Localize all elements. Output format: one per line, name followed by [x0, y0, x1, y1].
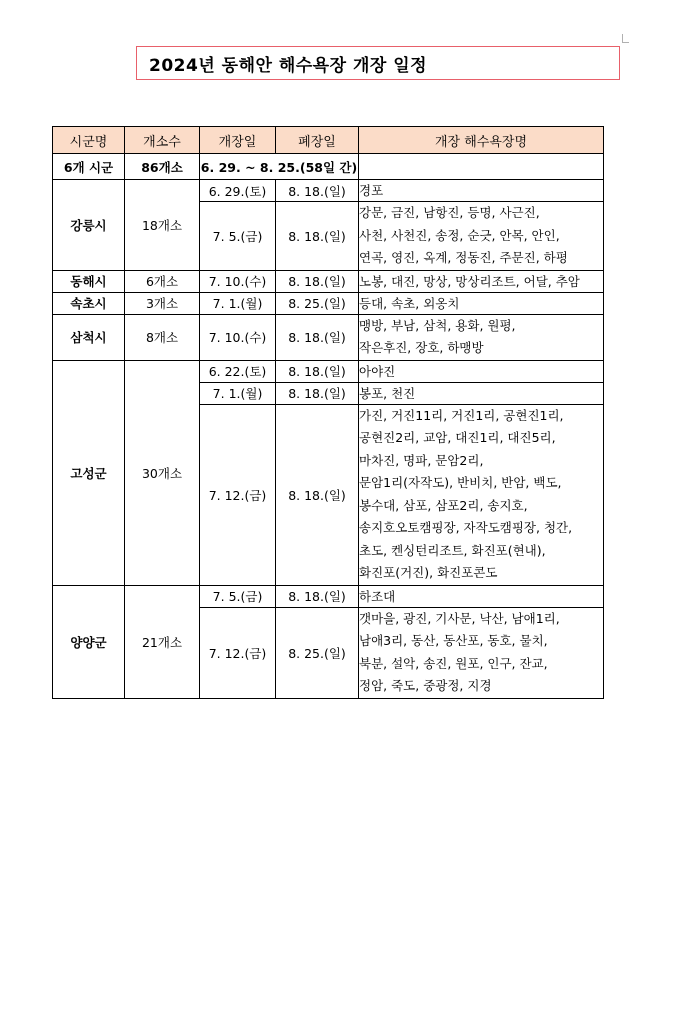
close-date-cell: 8. 25.(일) [276, 607, 359, 698]
open-date-cell: 7. 12.(금) [200, 607, 276, 698]
close-date-cell: 8. 18.(일) [276, 180, 359, 202]
summary-empty-cell [359, 154, 604, 180]
header-beach-names: 개장 해수욕장명 [359, 127, 604, 154]
region-cell: 고성군 [53, 360, 125, 585]
beach-line: 사천, 사천진, 송정, 순긋, 안목, 안인, [359, 227, 560, 243]
header-region: 시군명 [53, 127, 125, 154]
close-date-cell: 8. 18.(일) [276, 202, 359, 271]
schedule-table [52, 126, 604, 699]
beach-line: 갯마을, 광진, 기사문, 낙산, 남애1리, [359, 610, 560, 626]
close-date-cell: 8. 25.(일) [276, 292, 359, 314]
count-cell: 6개소 [125, 270, 200, 292]
beach-line: 송지호오토캠핑장, 자작도캠핑장, 청간, [359, 520, 573, 535]
summary-row [53, 154, 604, 180]
beach-names-cell [359, 202, 604, 271]
table-row [53, 360, 604, 382]
page-title: 2024년 동해안 해수욕장 개장 일정 [149, 55, 428, 76]
open-date-cell: 7. 5.(금) [200, 202, 276, 271]
beach-names-cell [359, 607, 604, 698]
region-cell: 동해시 [53, 270, 125, 292]
beach-line: 경포 [359, 183, 384, 198]
beach-line: 맹방, 부남, 삼척, 용화, 원평, [359, 317, 516, 333]
count-cell: 30개소 [125, 360, 200, 585]
header-close-date: 폐장일 [276, 127, 359, 154]
open-date-cell: 6. 29.(토) [200, 180, 276, 202]
open-date-cell: 6. 22.(토) [200, 360, 276, 382]
region-cell: 속초시 [53, 292, 125, 314]
close-date-cell: 8. 18.(일) [276, 382, 359, 404]
beach-line: 하조대 [359, 588, 396, 604]
beach-names-cell [359, 270, 604, 292]
beach-line: 정암, 죽도, 중광정, 지경 [359, 678, 492, 693]
header-open-date: 개장일 [200, 127, 276, 154]
beach-names-cell [359, 314, 604, 360]
table-row [53, 270, 604, 292]
beach-line: 화진포(거진), 화진포콘도 [359, 565, 498, 580]
beach-line: 작은후진, 장호, 하맹방 [359, 340, 484, 355]
close-date-cell: 8. 18.(일) [276, 270, 359, 292]
beach-names-cell [359, 180, 604, 202]
close-date-cell: 8. 18.(일) [276, 360, 359, 382]
beach-line: 남애3리, 동산, 동산포, 동호, 물치, [359, 633, 548, 648]
count-cell: 3개소 [125, 292, 200, 314]
beach-line: 문암1리(자작도), 반비치, 반암, 백도, [359, 475, 562, 490]
header-count: 개소수 [125, 127, 200, 154]
summary-count: 86개소 [125, 154, 200, 180]
beach-names-cell [359, 292, 604, 314]
open-date-cell: 7. 5.(금) [200, 585, 276, 607]
beach-names-cell [359, 585, 604, 607]
beach-line: 초도, 켄싱턴리조트, 화진포(현내), [359, 542, 546, 558]
summary-period: 6. 29. ~ 8. 25.(58일 간) [200, 154, 359, 180]
open-date-cell: 7. 12.(금) [200, 404, 276, 585]
title-box [136, 46, 620, 80]
beach-names-cell [359, 382, 604, 404]
beach-line: 연곡, 영진, 옥계, 정동진, 주문진, 하평 [359, 250, 568, 265]
beach-line: 봉수대, 삼포, 삼포2리, 송지호, [359, 497, 528, 513]
beach-line: 노봉, 대진, 망상, 망상리조트, 어달, 추암 [359, 273, 580, 289]
beach-line: 봉포, 천진 [359, 385, 416, 401]
count-cell: 21개소 [125, 585, 200, 698]
beach-line: 공현진2리, 교암, 대진1리, 대진5리, [359, 430, 556, 445]
region-cell: 양양군 [53, 585, 125, 698]
region-cell: 삼척시 [53, 314, 125, 360]
close-date-cell: 8. 18.(일) [276, 314, 359, 360]
beach-names-cell [359, 404, 604, 585]
open-date-cell: 7. 10.(수) [200, 270, 276, 292]
summary-region: 6개 시군 [53, 154, 125, 180]
open-date-cell: 7. 1.(월) [200, 382, 276, 404]
header-row [53, 127, 604, 154]
beach-line: 강문, 금진, 남항진, 등명, 사근진, [359, 205, 540, 220]
page-corner-mark [622, 34, 629, 43]
close-date-cell: 8. 18.(일) [276, 404, 359, 585]
open-date-cell: 7. 10.(수) [200, 314, 276, 360]
table-row [53, 292, 604, 314]
count-cell: 18개소 [125, 180, 200, 271]
beach-line: 북분, 설악, 송진, 원포, 인구, 잔교, [359, 655, 548, 671]
table-row [53, 314, 604, 360]
table-row [53, 180, 604, 202]
table-row [53, 585, 604, 607]
close-date-cell: 8. 18.(일) [276, 585, 359, 607]
count-cell: 8개소 [125, 314, 200, 360]
beach-line: 아야진 [359, 363, 396, 379]
beach-names-cell [359, 360, 604, 382]
beach-line: 등대, 속초, 외옹치 [359, 295, 460, 311]
region-cell: 강릉시 [53, 180, 125, 271]
open-date-cell: 7. 1.(월) [200, 292, 276, 314]
beach-line: 마차진, 명파, 문암2리, [359, 452, 484, 468]
beach-line: 가진, 거진11리, 거진1리, 공현진1리, [359, 407, 564, 423]
